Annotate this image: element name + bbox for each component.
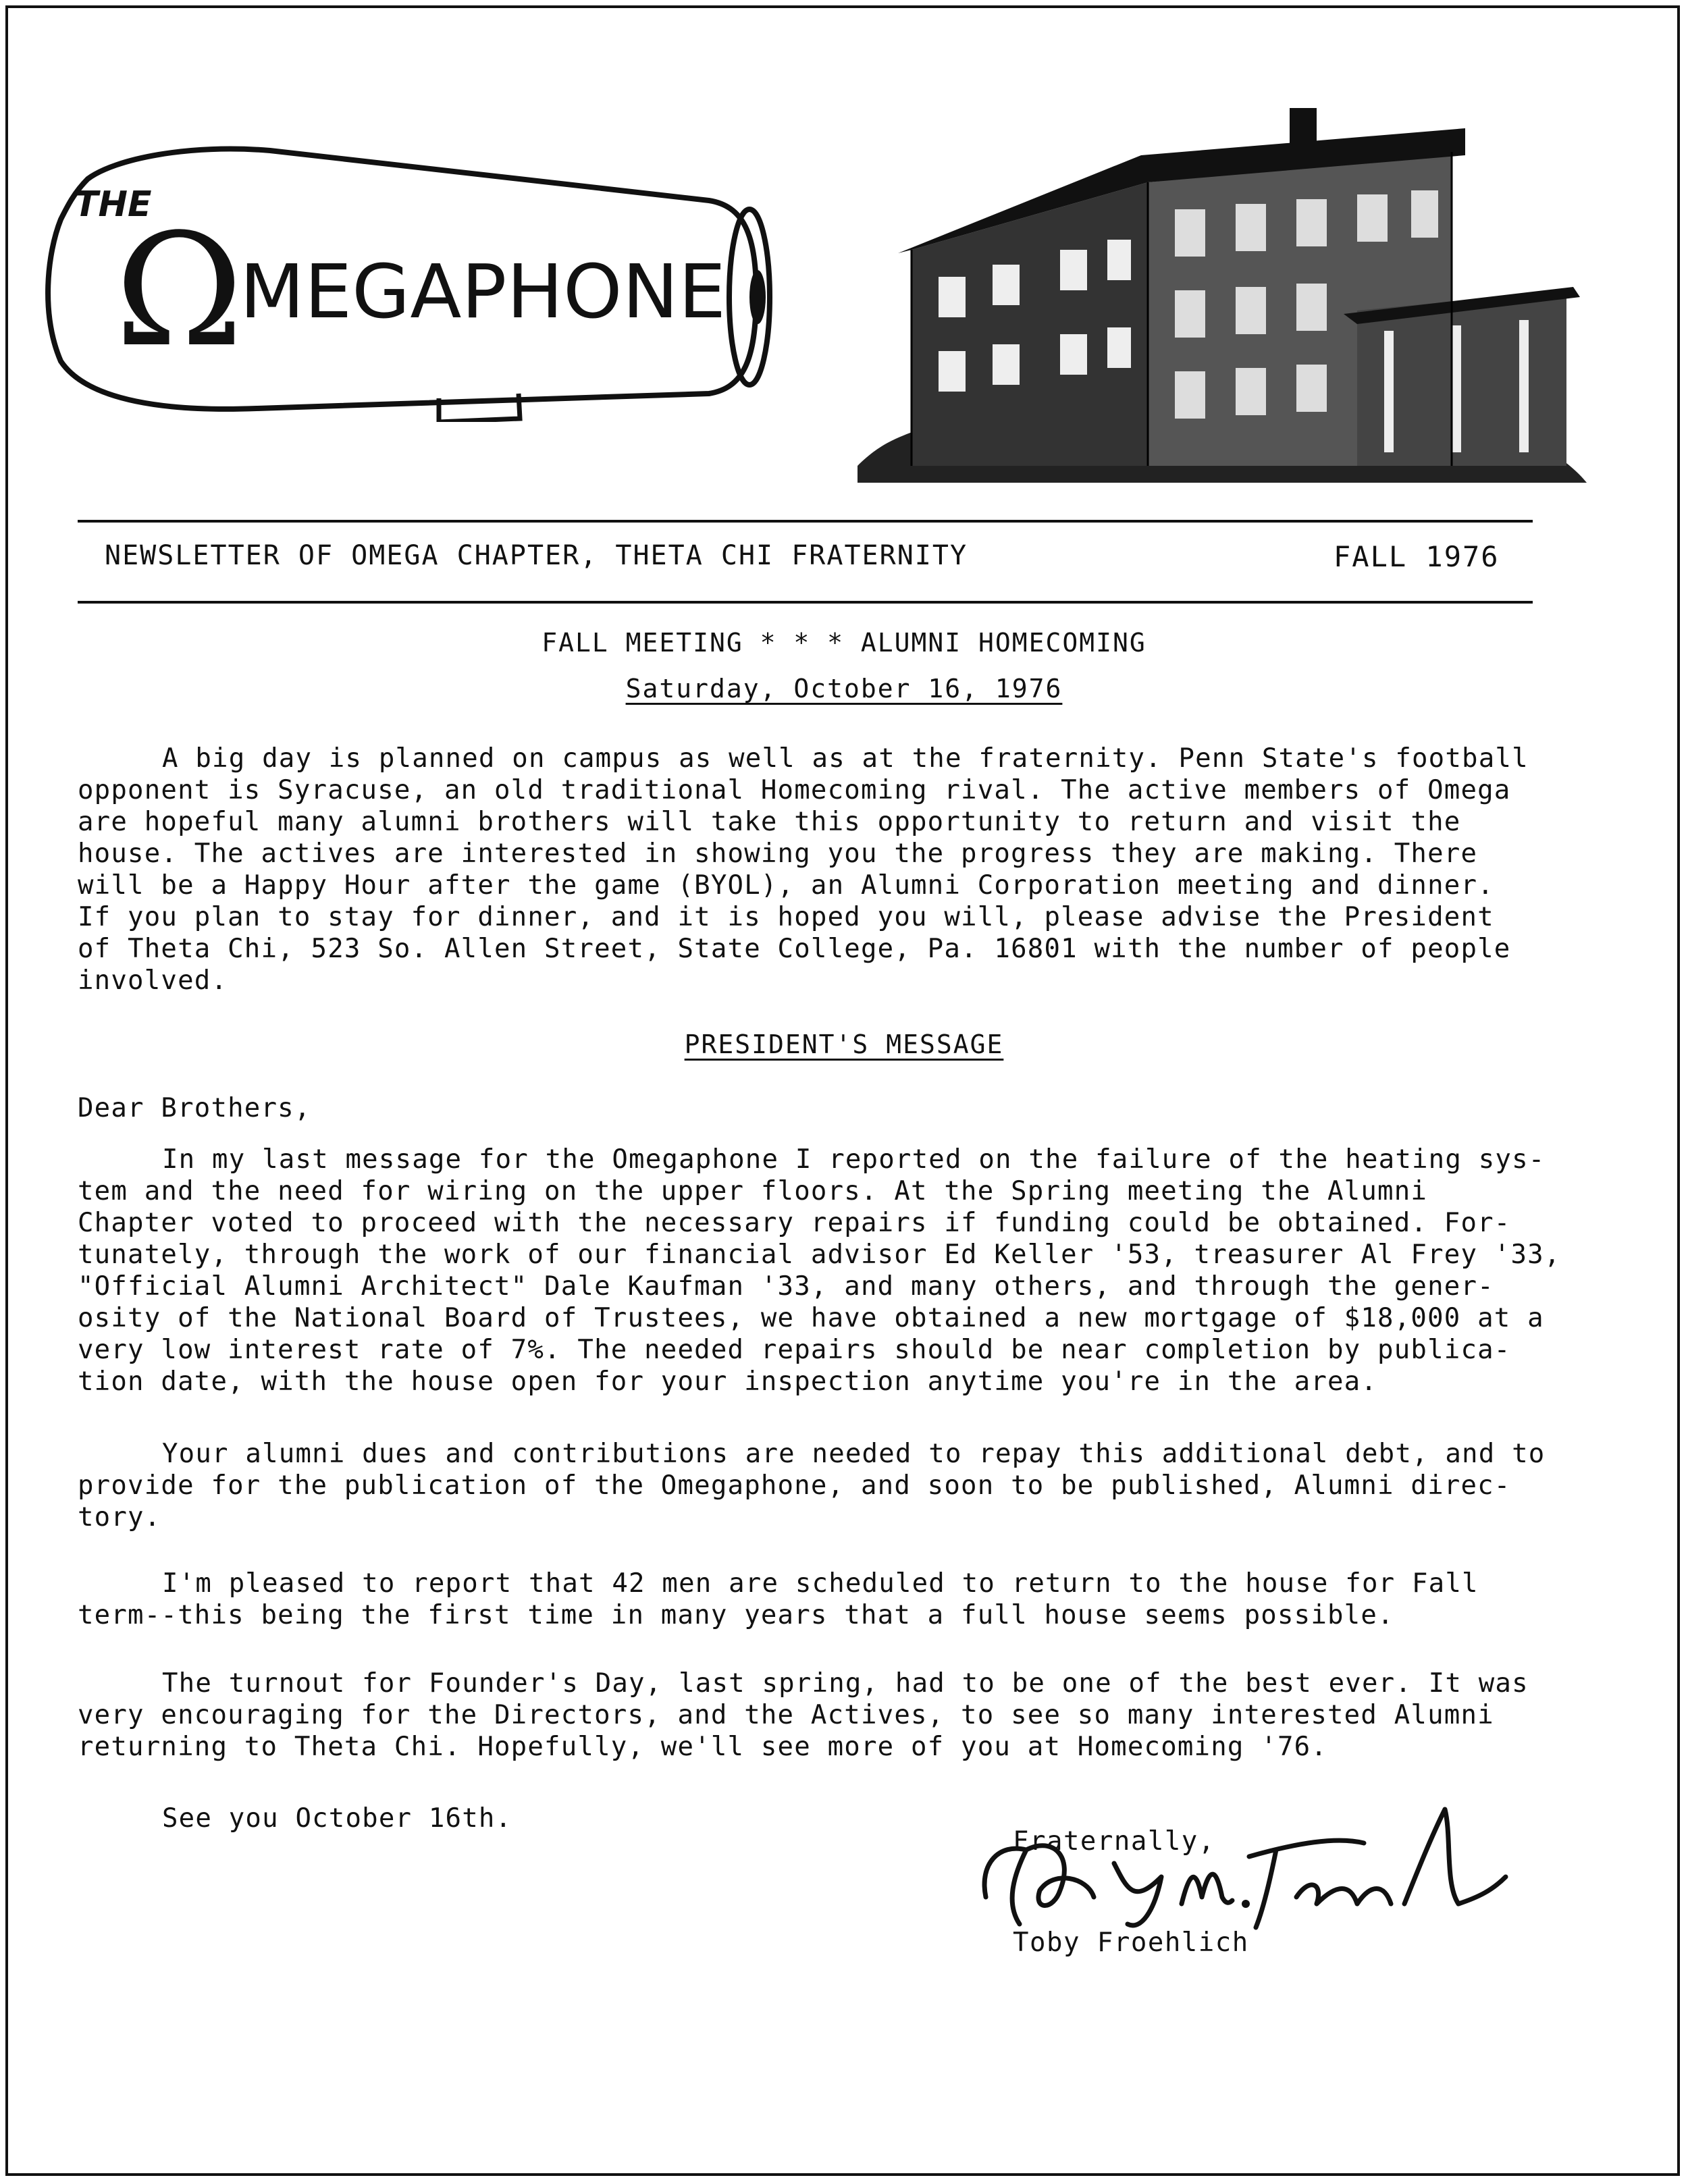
message-paragraph-1: In my last message for the Omegaphone I reported on the failure of the heating sys- tem and the need for wiring on the upper floors. At the Spring meeting the Alumni Chapter voted to proceed with the necessary repairs if funding could be obtained. For- tunately, through the work of our financial advisor Ed Keller '53, treasurer Al Frey '33, "Official Alumni Architect" Dale Kaufman '33, and many others, and through the gener- osity of the National Board of Trustees, we have obtained a new mortgage of $18,000 at a very low interest rate of 7%. The needed repairs should be near completion by publica- tion date, with the house open for your inspection anytime you're in the area. xyxy=(78,1144,1561,1397)
fraternity-house-illustration xyxy=(858,88,1587,486)
message-heading: PRESIDENT'S MESSAGE xyxy=(684,1030,1004,1059)
event-date: Saturday, October 16, 1976 xyxy=(625,674,1063,703)
header-rule-bottom xyxy=(78,601,1533,604)
logo-word-text: MEGAPHONE xyxy=(240,248,726,335)
header-rule-top xyxy=(78,520,1533,523)
message-paragraph-3: I'm pleased to report that 42 men are scheduled to return to the house for Fall term--this being the first time in many years that a full house seems possible. xyxy=(78,1568,1479,1630)
event-paragraph: A big day is planned on campus as well as at the fraternity. Penn State's football opponent is Syracuse, an old traditional Homecoming rival. The active members of Omega are hopeful many alumni brothers will take this opportunity to return and visit the house. The actives are interested in showing you the progress they are making. There will be a Happy Hour after the game (BYOL), an Alumni Corporation meeting and dinner. If you plan to stay for dinner, and it is hoped you will, please advise the President of Theta Chi, 523 So. Allen Street, State College, Pa. 16801 with the number of people involved. xyxy=(78,743,1529,996)
handwritten-signature xyxy=(959,1796,1512,1931)
message-paragraph-4: The turnout for Founder's Day, last spring, had to be one of the best ever. It was very encouraging for the Directors, and the Actives, to see so many interested Alumni returning to Theta Chi. Hopefully, we'll see more of you at Homecoming '76. xyxy=(78,1668,1529,1762)
message-paragraph-2: Your alumni dues and contributions are needed to repay this additional debt, and to provide for the publication of the Omegaphone, and soon to be published, Alumni direc- tory. xyxy=(78,1439,1546,1533)
message-salutation: Dear Brothers, xyxy=(78,1093,311,1123)
event-heading: FALL MEETING * * * ALUMNI HOMECOMING xyxy=(542,628,1146,658)
issue-season: FALL 1976 xyxy=(1334,540,1500,573)
omegaphone-logo xyxy=(34,138,790,422)
newsletter-subtitle: NEWSLETTER OF OMEGA CHAPTER, THETA CHI FRATERNITY xyxy=(105,540,968,571)
logo-omega-glyph: Ω xyxy=(115,201,244,381)
signer-name: Toby Froehlich xyxy=(1013,1927,1249,1958)
message-paragraph-5: See you October 16th. xyxy=(162,1803,512,1834)
logo-the-text: THE xyxy=(74,184,152,225)
closing-text: Fraternally, xyxy=(1013,1826,1215,1857)
